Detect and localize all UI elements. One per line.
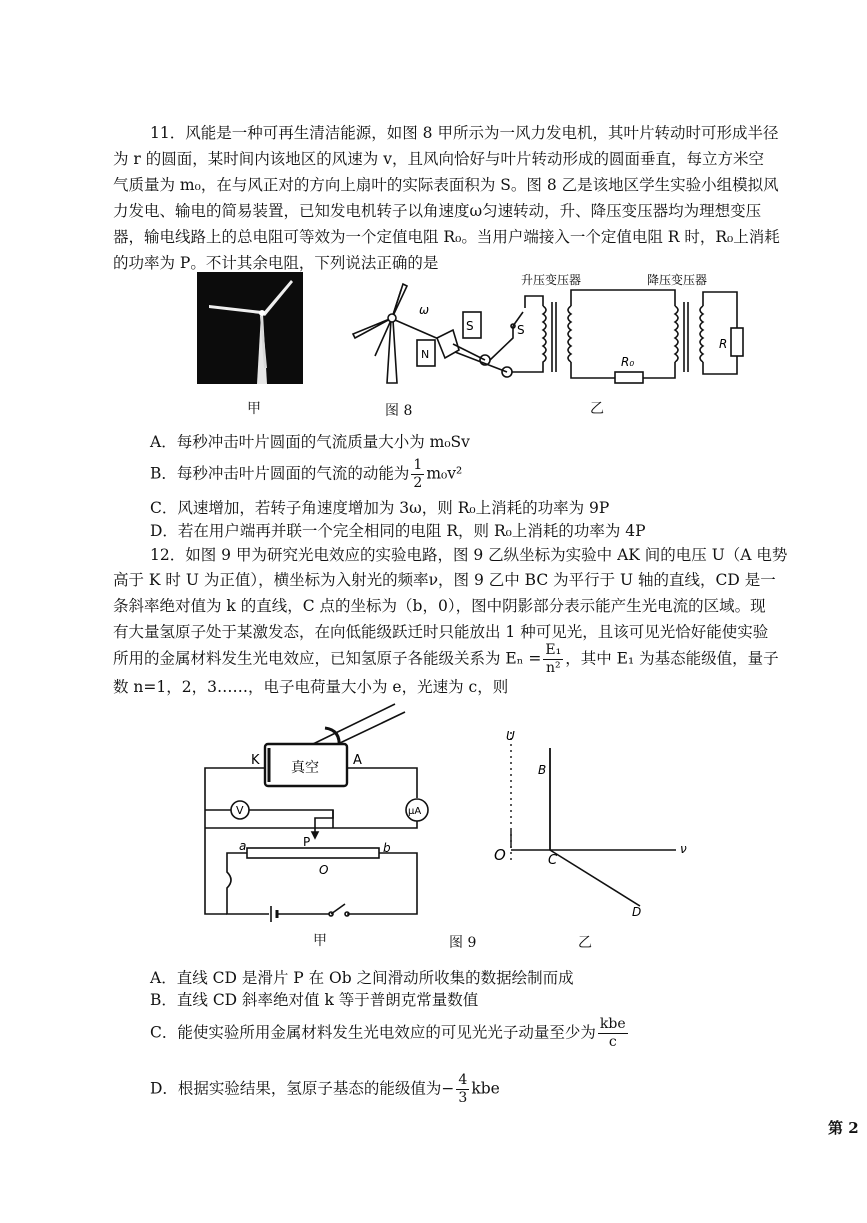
q11-option-b: B．每秒冲击叶片圆面的气流的动能为 $\frac{1}{2}$ m₀v²: [150, 457, 463, 491]
q12-option-b: B．直线 CD 斜率绝对值 k 等于普朗克常量数值: [150, 991, 479, 1009]
point-b-label: B: [538, 763, 547, 777]
q12-line2: 高于 K 时 U 为正值），横坐标为入射光的频率ν，图 9 乙中 BC 为平行于 U 轴的直线，CD 是一: [113, 571, 776, 589]
point-c-label: C: [548, 853, 558, 868]
axis-nu-label: ν: [680, 842, 687, 856]
q11-option-c: C．风速增加，若转子角速度增加为 3ω，则 R₀上消耗的功率为 9P: [150, 499, 610, 517]
fig9-photoelectric-circuit: [195, 700, 445, 925]
q12-line1: 12．如图 9 甲为研究光电效应的实验电路，图 9 乙纵坐标为实验中 AK 间的电压 U（A 电势: [150, 546, 788, 564]
q12-option-a: A．直线 CD 是滑片 P 在 Ob 之间滑动所收集的数据绘制而成: [150, 969, 574, 987]
rheostat-b-label: b: [383, 841, 391, 855]
slider-p-label: P: [303, 835, 311, 849]
q12-line6: 数 n=1，2，3……，电子电荷量大小为 e，光速为 c，则: [113, 678, 509, 696]
fig9-label-jia: 甲: [313, 933, 327, 949]
fig9-label-num: 图 9: [449, 935, 477, 951]
fig8-label-jia: 甲: [247, 401, 261, 417]
magnet-s-label: S: [466, 319, 474, 333]
q11-line2: 为 r 的圆面，某时间内该地区的风速为 v，且风向恰好与叶片转动形成的圆面垂直，每立方米空: [113, 150, 764, 168]
fig8-label-yi: 乙: [590, 401, 604, 417]
omega-label: ω: [419, 303, 430, 317]
r-label: R: [719, 337, 728, 351]
microammeter-label: μA: [408, 806, 422, 817]
rheostat-a-label: a: [239, 839, 247, 853]
q12-option-d: D．根据实验结果，氢原子基态的能级值为− $\frac{4}{3}$ kbe: [150, 1072, 500, 1106]
q12-line4: 有大量氢原子处于某激发态，在向低能级跃迁时只能放出 1 种可见光，且该可见光恰好能使实验: [113, 623, 769, 641]
q12-line3: 条斜率绝对值为 k 的直线，C 点的坐标为（b，0），图中阴影部分表示能产生光电流的区域。现: [113, 597, 766, 615]
rheostat-o-label: O: [319, 863, 329, 877]
q11-line6: 的功率为 P。不计其余电阻，下列说法正确的是: [113, 254, 439, 272]
q11-line4: 力发电、输电的简易装置，已知发电机转子以角速度ω匀速转动，升、降压变压器均为理想变压: [113, 202, 762, 220]
point-d-label: D: [632, 905, 642, 919]
cathode-k-label: K: [251, 753, 260, 768]
q11-line5: 器，输电线路上的总电阻可等效为一个定值电阻 R₀。当用户端接入一个定值电阻 R 时，R₀上消耗: [113, 228, 780, 246]
vacuum-label: 真空: [291, 760, 319, 776]
q12-option-c: C．能使实验所用金属材料发生光电效应的可见光光子动量至少为 $\frac{\text{kbe}}{c}$: [150, 1016, 626, 1050]
switch-label: S: [517, 323, 525, 337]
magnet-n-label: N: [421, 348, 430, 361]
step-down-label: 降压变压器: [647, 273, 708, 287]
voltmeter-label: V: [236, 804, 244, 817]
q11-option-d: D．若在用户端再并联一个完全相同的电阻 R，则 R₀上消耗的功率为 4P: [150, 522, 646, 540]
fig8-label-num: 图 8: [385, 403, 413, 419]
fig9-u-nu-graph: [490, 720, 700, 920]
fig8-circuit-diagram: [345, 268, 750, 398]
page-number: 第 2: [828, 1119, 859, 1137]
origin-o-label: O: [494, 846, 506, 864]
wind-turbine-photo: [197, 272, 303, 384]
r0-label: R₀: [621, 355, 635, 369]
step-up-label: 升压变压器: [521, 273, 582, 287]
q12-line5: 所用的金属材料发生光电效应，已知氢原子各能级关系为 Eₙ = $\frac{\text{E₁}}{\text{n²}}$ ，其中 E₁ 为基态能级值，量子: [113, 642, 779, 676]
axis-u-label: U: [506, 729, 515, 743]
fig9-label-yi: 乙: [578, 935, 592, 951]
q11-line3: 气质量为 m₀，在与风正对的方向上扇叶的实际表面积为 S。图 8 乙是该地区学生实验小组模拟风: [113, 176, 779, 194]
q11-line1: 11．风能是一种可再生清洁能源，如图 8 甲所示为一风力发电机，其叶片转动时可形成半径: [150, 124, 779, 142]
q11-option-a: A．每秒冲击叶片圆面的气流质量大小为 m₀Sv: [150, 433, 470, 451]
anode-a-label: A: [353, 753, 362, 768]
